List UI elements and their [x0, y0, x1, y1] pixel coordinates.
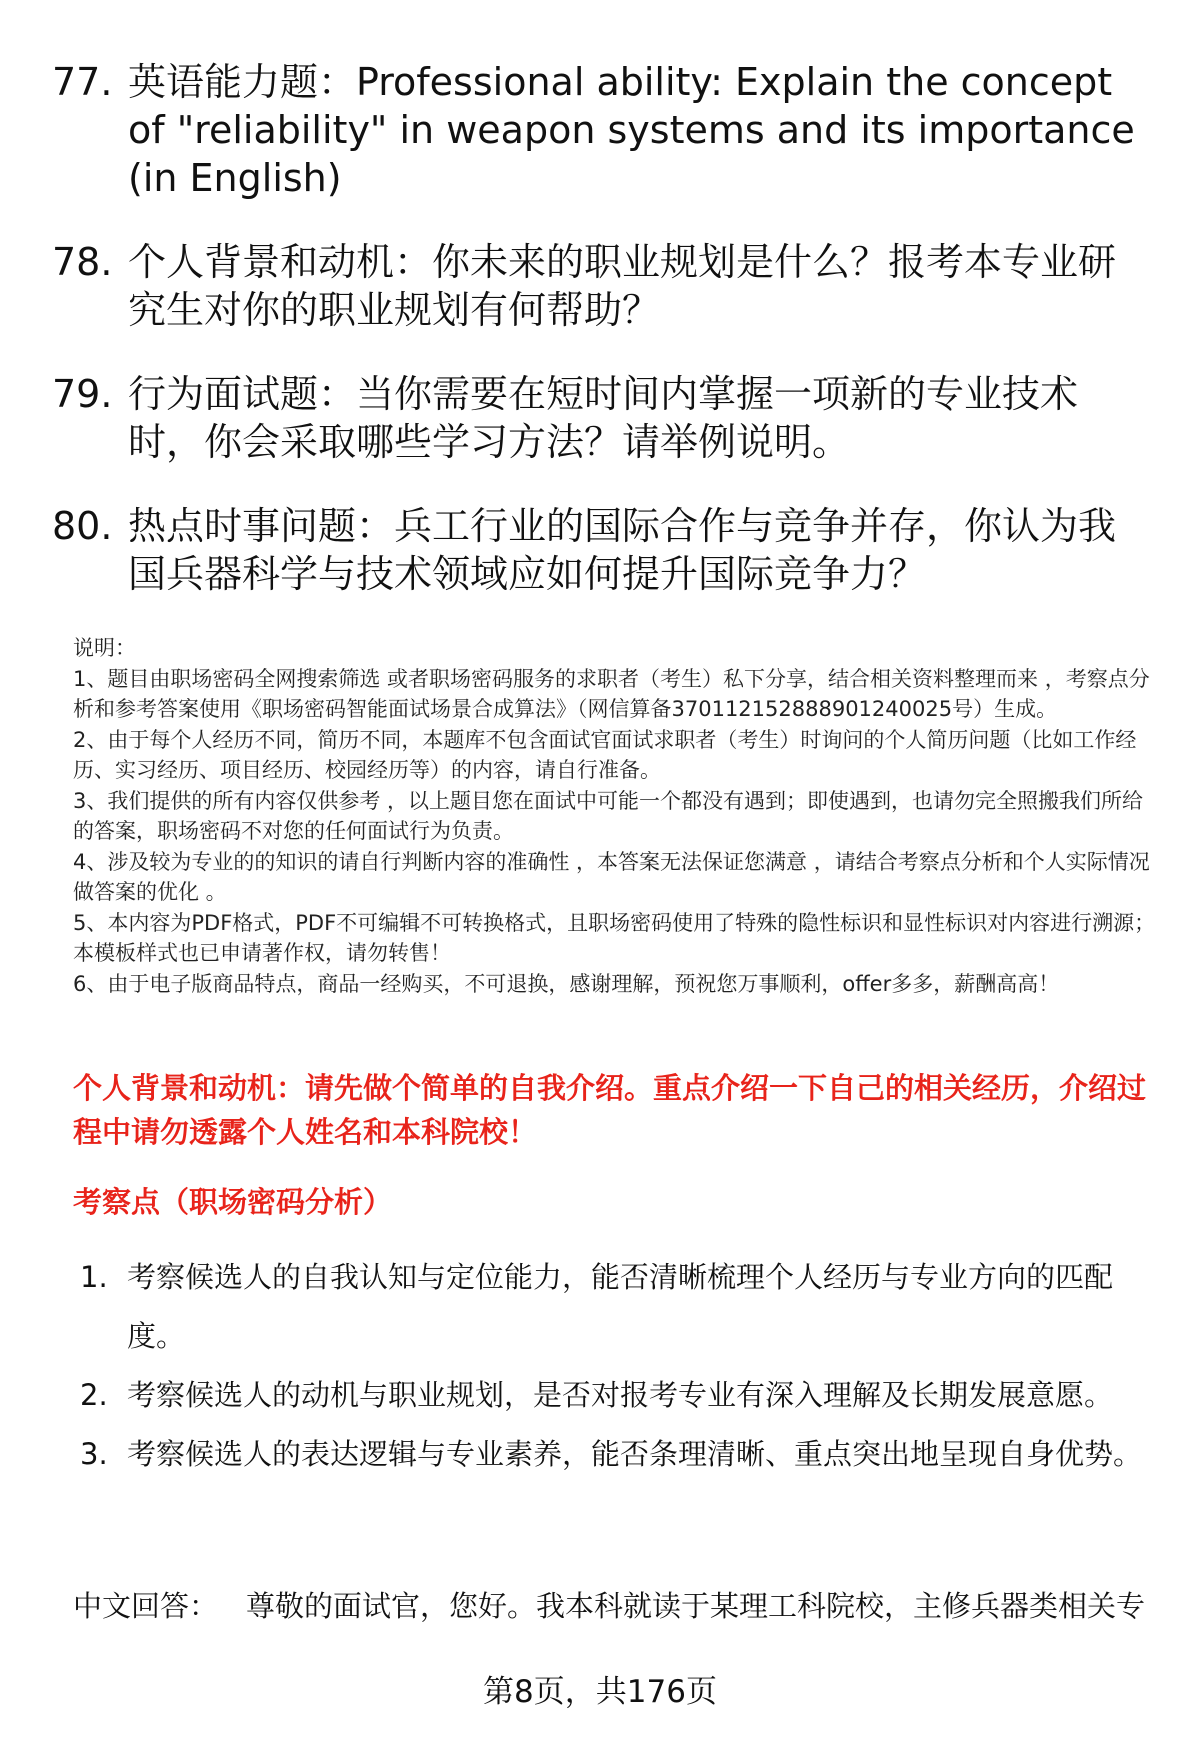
question-list [52, 58, 1152, 634]
note-item: 5、本内容为PDF格式，PDF不可编辑不可转换格式，且职场密码使用了特殊的隐性标识和显性标识对内容进行溯源；本模板样式也已申请著作权，请勿转售！ [73, 910, 1156, 965]
answer-text: 尊敬的面试官，您好。我本科就读于某理工科院校，主修兵器类相关专 [246, 1589, 1146, 1623]
question-number: 77. [52, 60, 113, 104]
assessment-point [80, 1248, 1160, 1366]
section-intro: 个人背景和动机：请先做个简单的自我介绍。重点介绍一下自己的相关经历，介绍过程中请勿透露个人姓名和本科院校！ [73, 1071, 1147, 1149]
point-number: 2. [80, 1378, 108, 1412]
note-item: 3、我们提供的所有内容仅供参考 ，以上题目您在面试中可能一个都没有遇到；即使遇到，也请勿完全照搬我们所给的答案，职场密码不对您的任何面试行为负责。 [73, 788, 1144, 843]
question-text: 热点时事问题：兵工行业的国际合作与竞争并存，你认为我国兵器科学与技术领域应如何提升国际竞争力？ [128, 504, 1117, 596]
answer-line [73, 1586, 1168, 1626]
assessment-points [80, 1248, 1160, 1484]
point-text: 考察候选人的表达逻辑与专业素养，能否条理清晰、重点突出地呈现自身优势。 [127, 1437, 1143, 1471]
question-number: 78. [52, 240, 113, 284]
point-number: 3. [80, 1437, 108, 1471]
answer-label: 中文回答： [73, 1589, 219, 1623]
notes-block [73, 633, 1163, 999]
question-text: 个人背景和动机：你未来的职业规划是什么？报考本专业研究生对你的职业规划有何帮助？ [128, 240, 1117, 332]
assessment-point [80, 1425, 1160, 1484]
point-text: 考察候选人的动机与职业规划，是否对报考专业有深入理解及长期发展意愿。 [127, 1378, 1114, 1412]
note-item: 2、由于每个人经历不同，简历不同，本题库不包含面试官面试求职者（考生）时询问的个人简历问题（比如工作经历、实习经历、项目经历、校园经历等）的内容，请自行准备。 [73, 727, 1137, 782]
note-item: 1、题目由职场密码全网搜索筛选 或者职场密码服务的求职者（考生）私下分享，结合相关资料整理而来 ，考察点分析和参考答案使用《职场密码智能面试场景合成算法》（网信算备370112152888901240025号）生成。 [73, 666, 1150, 721]
note-item: 4、涉及较为专业的的知识的请自行判断内容的准确性 ，本答案无法保证您满意 ，请结合考察点分析和个人实际情况做答案的优化 。 [73, 849, 1150, 904]
point-number: 1. [80, 1260, 108, 1294]
question-item [52, 370, 1152, 466]
question-item [52, 502, 1152, 598]
assessment-point [80, 1366, 1160, 1425]
notes-title: 说明： [73, 636, 136, 660]
question-item [52, 58, 1152, 202]
question-item [52, 238, 1152, 334]
question-text: 行为面试题：当你需要在短时间内掌握一项新的专业技术时，你会采取哪些学习方法？请举例说明。 [128, 372, 1079, 464]
note-item: 6、由于电子版商品特点，商品一经购买，不可退换，感谢理解，预祝您万事顺利，offer多多，薪酬高高！ [73, 971, 1060, 996]
question-text: 英语能力题：Professional ability: Explain the concept of "reliability" in weapon systems and its importance (in English) [128, 60, 1135, 200]
section-heading: 考察点（职场密码分析） [73, 1185, 393, 1219]
point-text: 考察候选人的自我认知与定位能力，能否清晰梳理个人经历与专业方向的匹配度。 [127, 1260, 1114, 1353]
page-number: 第8页，共176页 [483, 1674, 717, 1710]
question-number: 80. [52, 504, 113, 548]
question-number: 79. [52, 372, 113, 416]
